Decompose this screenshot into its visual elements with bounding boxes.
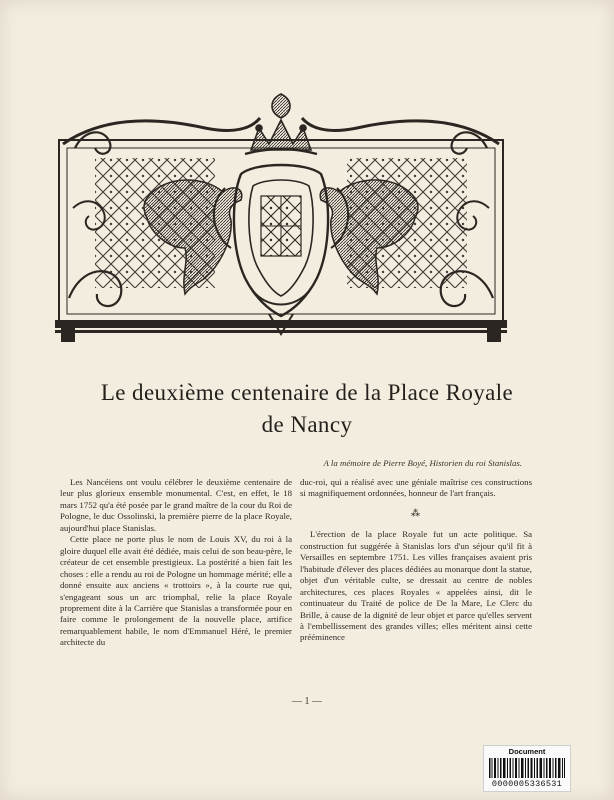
paragraph: duc-roi, qui a réalisé avec une géniale maîtrise ces constructions si magnifiquement ordonnées, honneur de l'art français.	[300, 477, 532, 499]
barcode-sticker	[483, 745, 571, 792]
text-column-left	[60, 477, 292, 649]
dedication: A la mémoire de Pierre Boyé, Historien du roi Stanislas.	[323, 458, 522, 468]
barcode-number: 0000005336531	[491, 779, 563, 789]
paragraph: Les Nancéiens ont voulu célébrer le deuxième centenaire de leur plus glorieux ensemble monumental. C'est, en effet, le 18 mars 1752 qu'a été posée par le grand maître de la cour du Roi de Pologne, le duc Ossolinski, la première pierre de la place Royale, aujourd'hui place Stanislas.	[60, 477, 292, 533]
section-separator: ⁂	[411, 507, 421, 518]
barcode-icon	[489, 758, 565, 778]
article-title-line-2: de Nancy	[261, 412, 353, 437]
barcode-label: Document	[508, 747, 546, 756]
paragraph: L'érection de la place Royale fut un acte politique. Sa construction fut suggérée à Stanislas lors d'un séjour qu'il fit à Versailles en septembre 1751. Les villes françaises avaient pris l'habitude d'élever des places dédiées au monarque dont la statue, objet d'un véritable culte, se dressait au centre de nobles architectures, ces places Royales « appelées ainsi, dit le continuateur du Traité de police de De la Mare, Le Clerc du Brille, à cause de la dignité de leur objet et parce qu'elles servent à l'embellissement des grandes villes; elles méritent ainsi cette prééminence	[300, 529, 532, 643]
wrought-iron-engraving	[55, 88, 507, 344]
page-number: — 1 —	[292, 696, 322, 707]
text-column-right	[300, 477, 532, 644]
article-title-line-1: Le deuxième centenaire de la Place Royale	[100, 380, 514, 405]
paragraph: Cette place ne porte plus le nom de Louis XV, du roi à la gloire duquel elle avait été dédiée, mais celui de son beau-père, le créateur de cet ensemble prestigieux. La postérité a bien fait les choses : elle a rendu au roi de Pologne un hommage mérité; elle a donné ensuite aux anciens « trottoirs », à la courte rue qui, s'engageant sous un arc triomphal, relie la place Royale proprement dite à la Carrière que Stanislas a transformée pour en faire comme le prolongement de la nouvelle place, artifice remarquablement habile, le nom d'Emmanuel Héré, le premier architecte du	[60, 534, 292, 648]
